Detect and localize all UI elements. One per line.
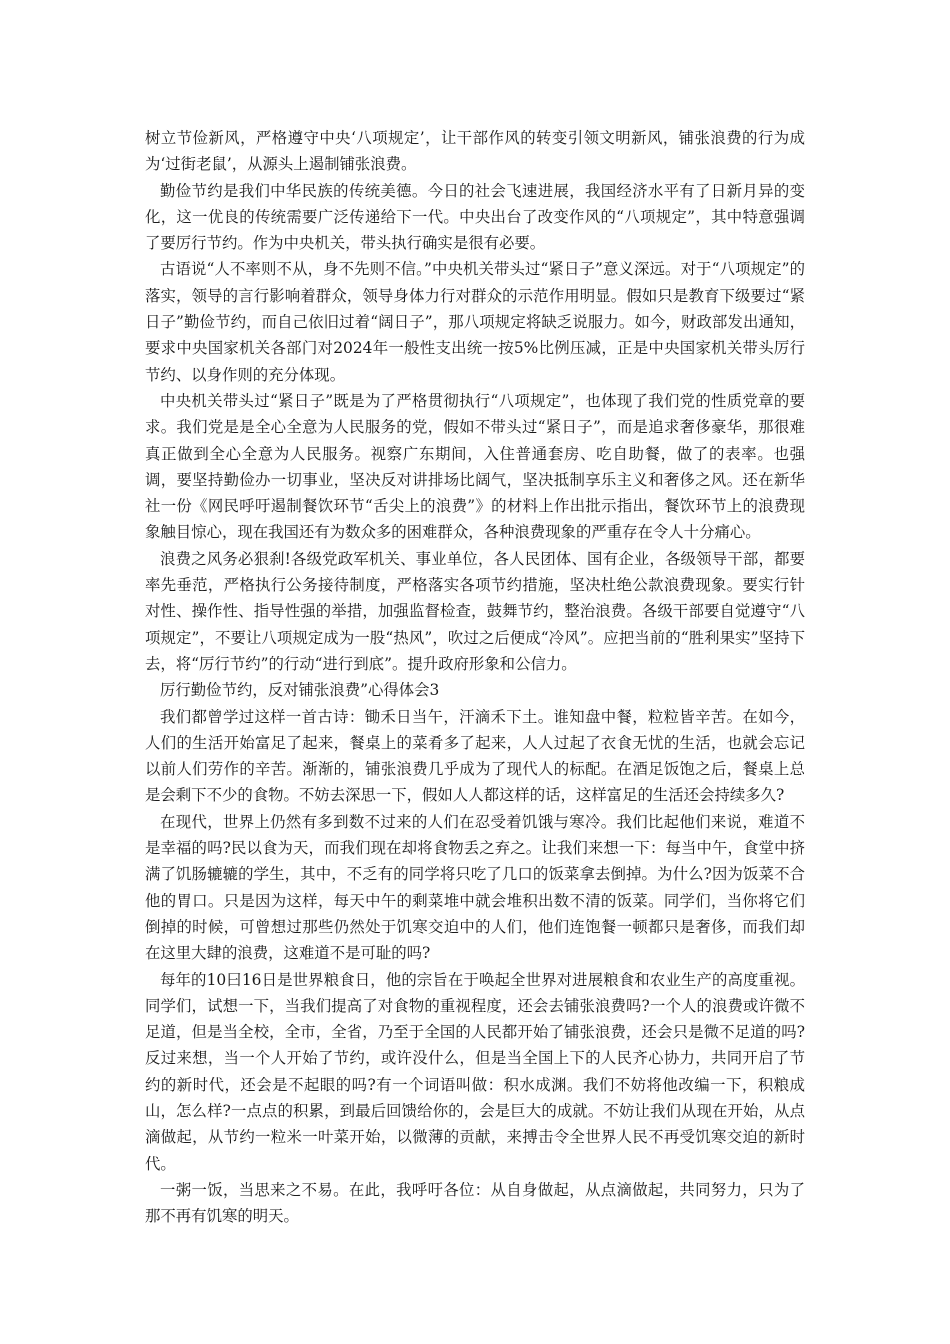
paragraph: 勤俭节约是我们中华民族的传统美德。今日的社会飞速进展，我国经济水平有了日新月异的变化，这一优良的传统需要广泛传递给下一代。中央出台了改变作风的“八项规定”，其中特意强调了要厉行节约。作为中央机关，带头执行确实是很有必要。 [145, 181, 805, 253]
document-body [145, 125, 805, 1229]
paragraph: 古语说“人不率则不从，身不先则不信。”中央机关带头过“紧日子”意义深远。对于“八项规定”的落实，领导的言行影响着群众，领导身体力行对群众的示范作用明显。假如只是教育下级要过“紧日子”勤俭节约，而自己依旧过着“阔日子”，那八项规定将缺乏说服力。如今，财政部发出通知，要求中央国家机关各部门对2024年一般性支出统一按5%比例压减，正是中央国家机关带头厉行节约、以身作则的充分体现。 [145, 260, 805, 384]
section-heading: 厉行勤俭节约，反对铺张浪费”心得体会3 [160, 681, 440, 700]
paragraph: 一粥一饭，当思来之不易。在此，我呼吁各位：从自身做起，从点滴做起，共同努力，只为了那不再有饥寒的明天。 [145, 1180, 805, 1226]
paragraph: 中央机关带头过“紧日子”既是为了严格贯彻执行“八项规定”，也体现了我们党的性质党章的要求。我们党是是全心全意为人民服务的党，假如不带头过“紧日子”，而是追求奢侈豪华，那很难真正做到全心全意为人民服务。视察广东期间，入住普通套房、吃自助餐，做了的表率。也强调，要坚持勤俭办一切事业，坚决反对讲排场比阔气，坚决抵制享乐主义和奢侈之风。还在新华社一份《网民呼吁遏制餐饮环节“舌尖上的浪费”》的材料上作出批示指出，餐饮环节上的浪费现象触目惊心，现在我国还有为数众多的困难群众，各种浪费现象的严重存在令人十分痛心。 [145, 391, 805, 542]
paragraph: 树立节俭新风，严格遵守中央‘八项规定’，让干部作风的转变引领文明新风，铺张浪费的行为成为‘过街老鼠’，从源头上遏制铺张浪费。 [145, 129, 805, 174]
paragraph: 在现代，世界上仍然有多到数不过来的人们在忍受着饥饿与寒冷。我们比起他们来说，难道不是幸福的吗?民以食为天，而我们现在却将食物丢之弃之。让我们来想一下：每当中午，食堂中挤满了饥肠辘辘的学生，其中，不乏有的同学将只吃了几口的饭菜拿去倒掉。为什么?因为饭菜不合他的胃口。只是因为这样，每天中午的剩菜堆中就会堆积出数不清的饭菜。同学们，当你将它们倒掉的时候，可曾想过那些仍然处于饥寒交迫中的人们，他们连饱餐一顿都只是奢侈，而我们却在这里大肆的浪费，这难道不是可耻的吗? [145, 812, 805, 963]
paragraph: 我们都曾学过这样一首古诗：锄禾日当午，汗滴禾下土。谁知盘中餐，粒粒皆辛苦。在如今，人们的生活开始富足了起来，餐桌上的菜肴多了起来，人人过起了衣食无忧的生活，也就会忘记以前人们劳作的辛苦。渐渐的，铺张浪费几乎成为了现代人的标配。在酒足饭饱之后，餐桌上总是会剩下不少的食物。不妨去深思一下，假如人人都这样的话，这样富足的生活还会持续多久? [145, 707, 805, 805]
paragraph: 每年的10曰16日是世界粮食日，他的宗旨在于唤起全世界对进展粮食和农业生产的高度重视。同学们，试想一下，当我们提高了对食物的重视程度，还会去铺张浪费吗?一个人的浪费或许微不足道，但是当全校，全市，全省，乃至于全国的人民都开始了铺张浪费，还会只是微不足道的吗?反过来想，当一个人开始了节约，或许没什么，但是当全国上下的人民齐心协力，共同开启了节约的新时代，还会是不起眼的吗?有一个词语叫做：积水成渊。我们不妨将他改编一下，积粮成山，怎么样?一点点的积累，到最后回馈给你的，会是巨大的成就。不妨让我们从现在开始，从点滴做起，从节约一粒米一叶菜开始，以微薄的贡献，来搏击令全世界人民不再受饥寒交迫的新时代。 [145, 970, 805, 1173]
paragraph: 浪费之风务必狠刹!各级党政军机关、事业单位，各人民团体、国有企业，各级领导干部，都要率先垂范，严格执行公务接待制度，严格落实各项节约措施，坚决杜绝公款浪费现象。要实行针对性、操作性、指导性强的举措，加强监督检查，鼓舞节约，整治浪费。各级干部要自觉遵守“八项规定”，不要让八项规定成为一股“热风”，吹过之后便成“冷风”。应把当前的“胜利果实”坚持下去，将“厉行节约”的行动“进行到底”。提升政府形象和公信力。 [145, 549, 805, 673]
